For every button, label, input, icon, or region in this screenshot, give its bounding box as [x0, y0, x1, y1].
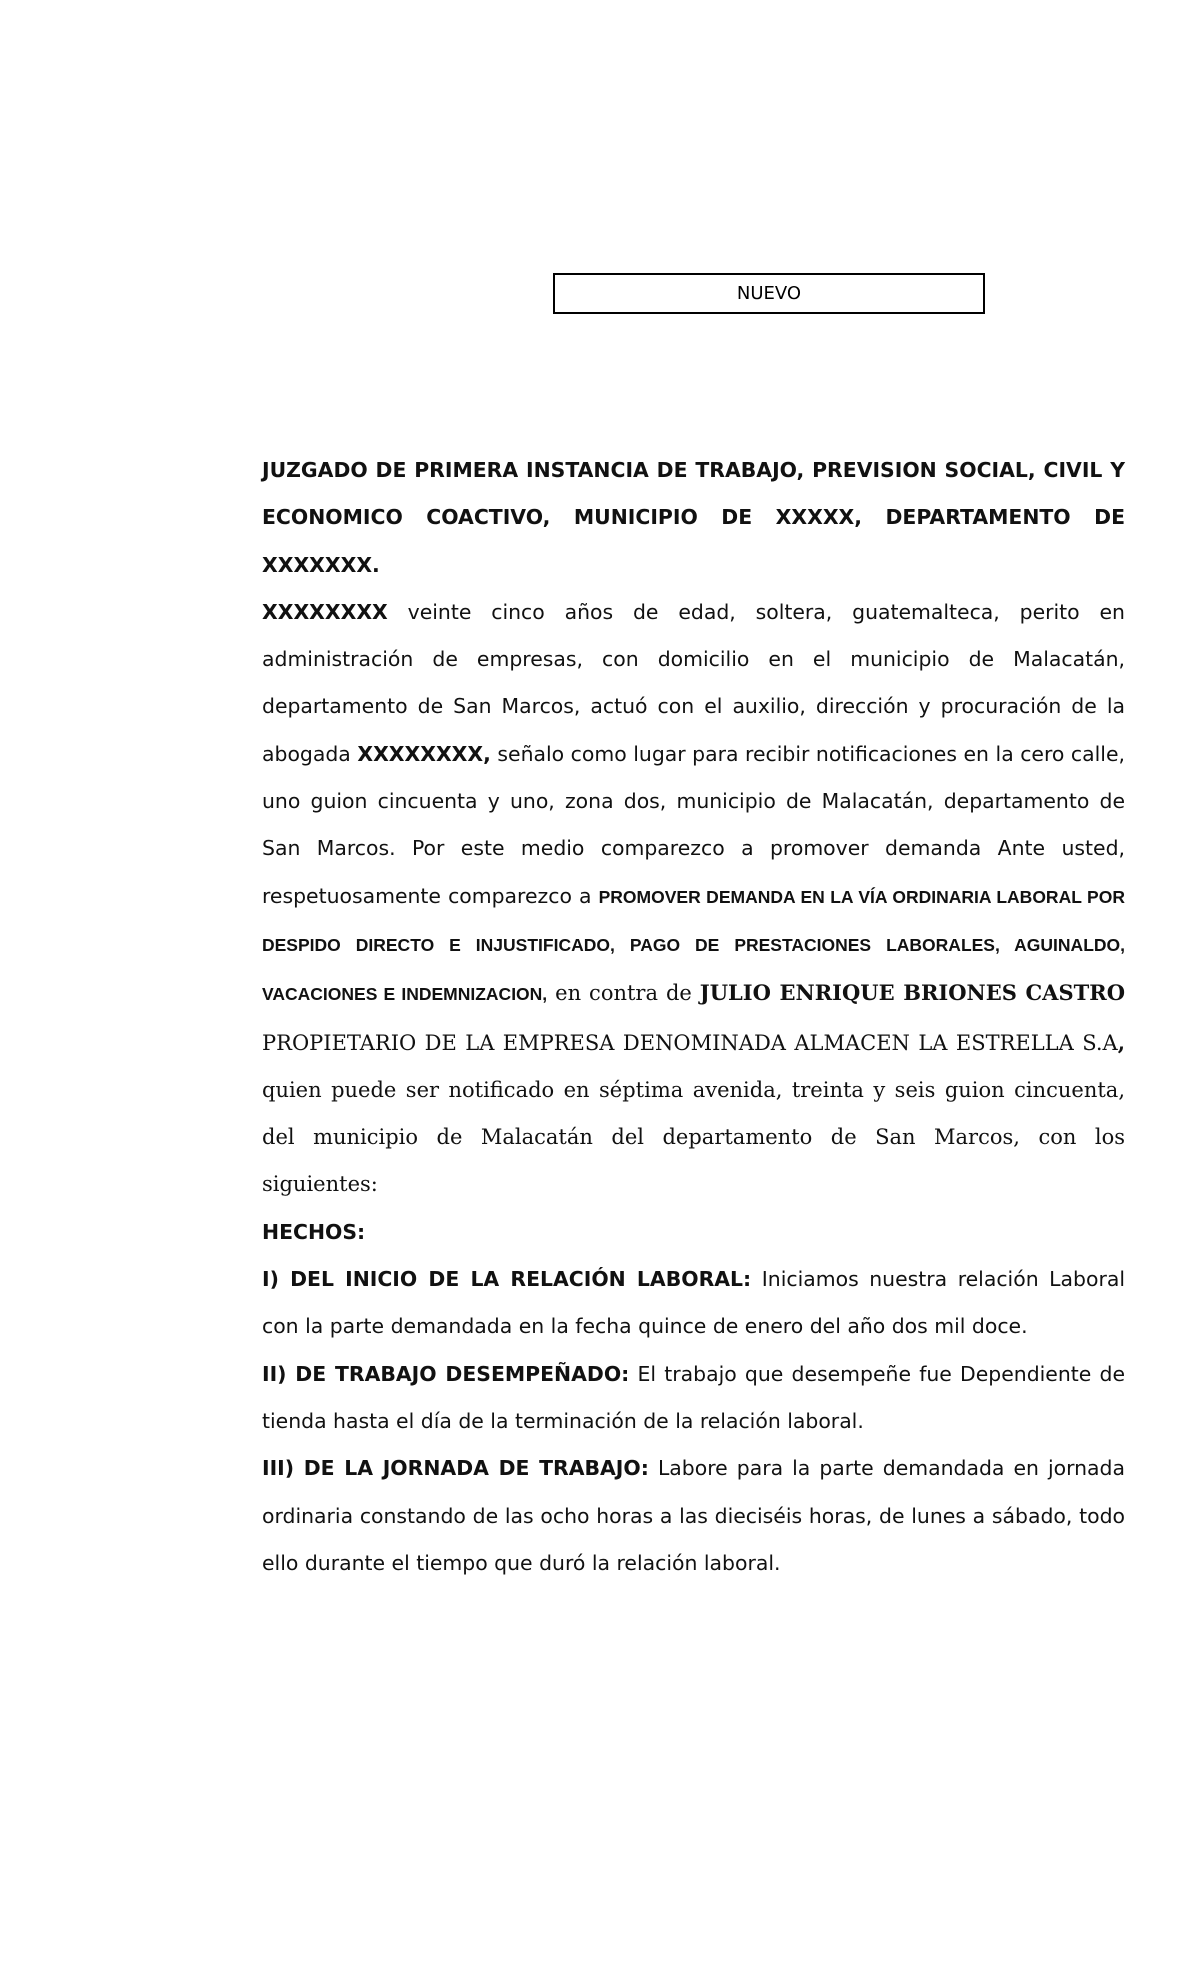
- claim-text: PROMOVER DEMANDA EN LA VÍA ORDINARIA LABORAL POR DESPIDO DIRECTO E INJUSTIFICADO, PAGO DE PRESTACIONES LABORALES, AGUINALDO, VACACIONES E INDEMNIZACION,: [262, 886, 1125, 1005]
- fact-text: Iniciamos nuestra relación Laboral con la parte demandada en la fecha quince de enero del año dos mil doce.: [262, 1267, 1125, 1339]
- intro-paragraph: [262, 589, 1125, 1209]
- document-body: [262, 447, 1125, 1587]
- intro-serif-block: [262, 981, 1125, 1196]
- fact-heading: I) DEL INICIO DE LA RELACIÓN LABORAL:: [262, 1267, 752, 1292]
- intro-text-4: PROPIETARIO DE LA EMPRESA DENOMINADA ALMACEN LA ESTRELLA S.A: [262, 1030, 1118, 1055]
- fact-item: [262, 1256, 1125, 1351]
- fact-text: Labore para la parte demandada en jornada ordinaria constando de las ocho horas a las dieciséis horas, de lunes a sábado, todo ello durante el tiempo que duró la relación laboral.: [262, 1456, 1125, 1575]
- lawyer-name: XXXXXXXX,: [357, 741, 491, 766]
- facts-title: HECHOS:: [262, 1219, 366, 1244]
- plaintiff-name: XXXXXXXX: [262, 599, 388, 624]
- stamp-label: NUEVO: [736, 283, 802, 304]
- fact-heading: II) DE TRABAJO DESEMPEÑADO:: [262, 1361, 630, 1386]
- intro-text-2: señalo como lugar para recibir notificaciones en la cero calle, uno guion cincuenta y uno, zona dos, municipio de Malacatán, departamento de San Marcos. Por este medio comparezco a promover demanda Ante usted, respetuosamente comparezco a: [262, 741, 1125, 908]
- fact-item: [262, 1351, 1125, 1446]
- intro-text-5: quien puede ser notificado en séptima avenida, treinta y seis guion cincuenta, del municipio de Malacatán del departamento de San Marcos, con los siguientes:: [262, 1077, 1125, 1197]
- new-stamp-box: [553, 273, 985, 314]
- intro-comma: ,: [1117, 1029, 1125, 1055]
- fact-heading: III) DE LA JORNADA DE TRABAJO:: [262, 1456, 649, 1481]
- court-heading: JUZGADO DE PRIMERA INSTANCIA DE TRABAJO, PREVISION SOCIAL, CIVIL Y ECONOMICO COACTIVO, MUNICIPIO DE XXXXX, DEPARTAMENTO DE XXXXXXX.: [262, 458, 1125, 577]
- intro-text-1: veinte cinco años de edad, soltera, guatemalteca, perito en administración de empresas, con domicilio en el municipio de Malacatán, departamento de San Marcos, actuó con el auxilio, dirección y procuración de la abogada: [262, 599, 1125, 766]
- defendant-name: JULIO ENRIQUE BRIONES CASTRO: [699, 980, 1126, 1006]
- fact-item: [262, 1445, 1125, 1587]
- intro-text-3: en contra de: [547, 981, 700, 1006]
- fact-text: El trabajo que desempeñe fue Dependiente de tienda hasta el día de la terminación de la relación laboral.: [262, 1361, 1125, 1433]
